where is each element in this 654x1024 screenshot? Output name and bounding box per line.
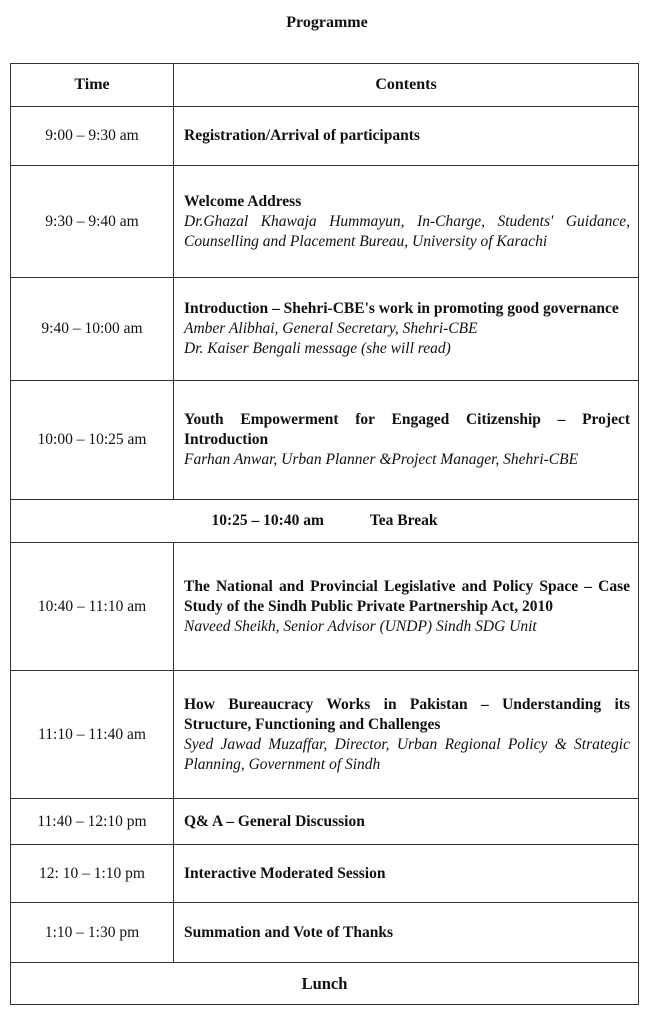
row-time: 1:10 – 1:30 pm <box>11 903 174 963</box>
table-row <box>11 903 639 963</box>
row-contents <box>174 543 639 671</box>
table-header-row <box>11 64 639 107</box>
session-topic: Summation and Vote of Thanks <box>184 923 394 941</box>
table-row <box>11 381 639 500</box>
session-topic: The National and Provincial Legislative and Policy Space – Case Study of the Sindh Public Private Partnership Act, 2010 <box>184 577 630 615</box>
session-topic: How Bureaucracy Works in Pakistan – Understanding its Structure, Functioning and Challenges <box>184 695 630 733</box>
session-topic: Welcome Address <box>184 192 302 210</box>
session-topic: Q& A – General Discussion <box>184 812 365 830</box>
row-time: 11:40 – 12:10 pm <box>11 799 174 845</box>
row-contents <box>174 381 639 500</box>
row-time: 9:40 – 10:00 am <box>11 278 174 381</box>
table-row <box>11 107 639 166</box>
row-contents <box>174 799 639 845</box>
row-contents <box>174 903 639 963</box>
session-speaker: Farhan Anwar, Urban Planner &Project Manager, Shehri-CBE <box>184 451 579 468</box>
lunch-row <box>11 963 639 1005</box>
session-speaker: Dr.Ghazal Khawaja Hummayun, In-Charge, Students' Guidance, Counselling and Placement Bureau, University of Karachi <box>184 212 630 250</box>
lunch-cell: Lunch <box>11 963 639 1005</box>
row-time: 10:40 – 11:10 am <box>11 543 174 671</box>
programme-table <box>10 63 639 1005</box>
row-contents <box>174 166 639 278</box>
row-time: 11:10 – 11:40 am <box>11 671 174 799</box>
session-topic: Registration/Arrival of participants <box>184 127 420 144</box>
session-topic: Youth Empowerment for Engaged Citizenship – Project Introduction <box>184 411 630 448</box>
time-column-header: Time <box>11 64 174 107</box>
row-time: 9:30 – 9:40 am <box>11 166 174 278</box>
session-speaker: Syed Jawad Muzaffar, Director, Urban Regional Policy & Strategic Planning, Government of Sindh <box>184 735 630 773</box>
row-time: 12: 10 – 1:10 pm <box>11 845 174 903</box>
session-topic: Interactive Moderated Session <box>184 864 386 882</box>
row-time: 9:00 – 9:30 am <box>11 107 174 166</box>
tea-break-time: 10:25 – 10:40 am <box>211 512 324 529</box>
table-row <box>11 543 639 671</box>
tea-break-row <box>11 500 639 543</box>
row-contents <box>174 278 639 381</box>
row-time: 10:00 – 10:25 am <box>11 381 174 500</box>
page-title: Programme <box>286 14 368 31</box>
session-speaker: Dr. Kaiser Bengali message (she will read) <box>184 340 451 357</box>
table-row <box>11 845 639 903</box>
tea-break-label: Tea Break <box>369 512 438 529</box>
row-contents <box>174 107 639 166</box>
session-speaker: Naveed Sheikh, Senior Advisor (UNDP) Sindh SDG Unit <box>184 617 537 635</box>
session-topic: Introduction – Shehri-CBE's work in promoting good governance <box>184 300 619 317</box>
table-row <box>11 278 639 381</box>
row-contents <box>174 671 639 799</box>
session-speaker: Amber Alibhai, General Secretary, Shehri-CBE <box>184 320 478 337</box>
table-row <box>11 166 639 278</box>
table-row <box>11 671 639 799</box>
table-row <box>11 799 639 845</box>
contents-column-header: Contents <box>174 64 639 107</box>
row-contents <box>174 845 639 903</box>
tea-break-cell <box>11 500 639 543</box>
